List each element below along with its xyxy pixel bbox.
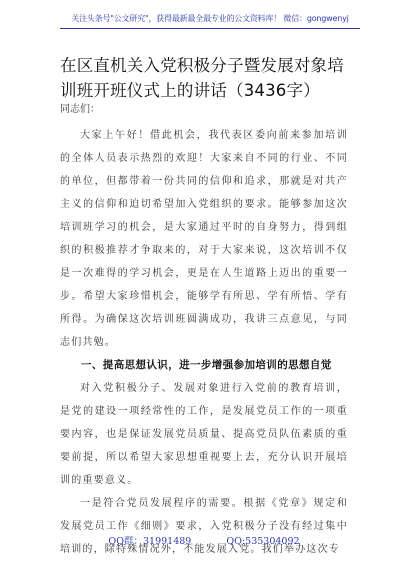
page-footer	[0, 533, 408, 547]
body-paragraph: 一是符合党员发展程序的需要。根据《党章》规定和发展党员工作《细则》要求，入党积极分子没有经过集中培训的，除特殊情况外，不能发展入党。我们举办这次专	[60, 498, 348, 555]
body-paragraph: 对入党积极分子、发展对象进行入党前的教育培训，是党的建设一项经常性的工作，是发展党员工作的一项重要内容，也是保证发展党员质量、提高党员队伍素质的重要前提，所以希望大家思想重视要上去，充分认识开展培训的重要意义。	[60, 383, 348, 486]
footer-qq-group: QQ群：31991489	[108, 536, 192, 547]
footer-qq-contact: QQ:535304092	[226, 536, 300, 547]
body-paragraph: 大家上午好！借此机会，我代表区委向前来参加培训的全体人员表示热烈的欢迎！大家来自不同的行业、不同的单位，但都带着一份共同的信仰和追求，那就是对共产主义的信仰和迫切希望加入党组织的要求。能够参加这次培训班学习的机会，是大家通过平时的自身努力，得到组织的积极推荐才争取来的，对于大家来说，这次培训不仅是一次难得的学习机会，更是在人生道路上迈出的重要一步。希望大家珍惜机会，能够学有所思、学有所悟、学有所得。为确保这次培训班圆满成功，我讲三点意见，与同志们共勉。	[60, 130, 348, 348]
document-body	[60, 124, 348, 561]
section-heading: 一、提高思想认识，进一步增强参加培训的思想自觉	[81, 359, 332, 371]
document-title: 在区直机关入党积极分子暨发展对象培训班开班仪式上的讲话（3436字）	[60, 56, 344, 100]
greeting: 同志们：	[60, 104, 100, 115]
page-header-banner: 关注头条号"公文研究"，获得最新最全最专业的公文资料库！ 微信：gongwenyj	[60, 13, 360, 29]
